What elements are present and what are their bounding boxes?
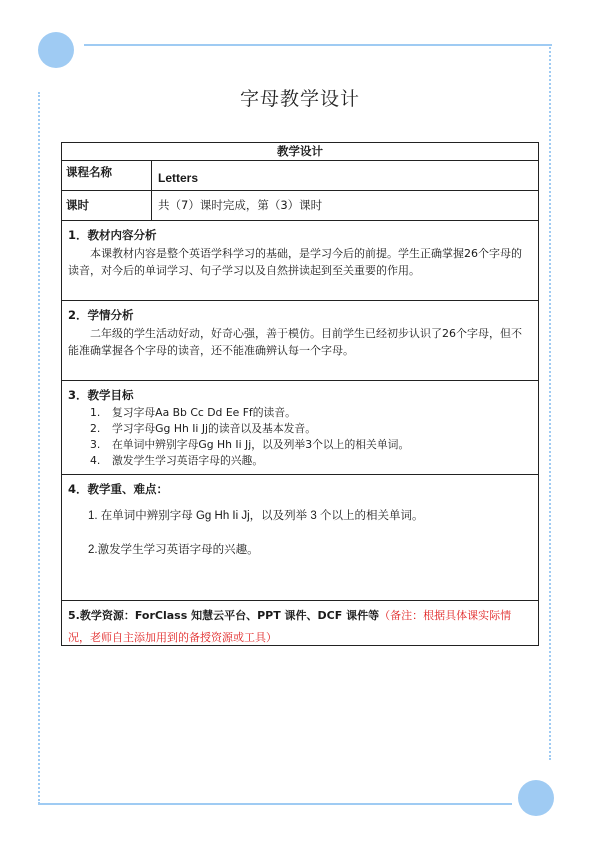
key-point-2: 2.激发学生学习英语字母的兴趣。	[88, 544, 259, 556]
frame-line-right	[549, 44, 551, 760]
teaching-resources-section	[62, 601, 538, 645]
learner-analysis-title: 2．学情分析	[68, 308, 134, 322]
class-hours-value: 共（7）课时完成，第（3）课时	[158, 198, 323, 212]
teaching-goals-title: 3．教学目标	[68, 388, 134, 402]
key-points-title: 4．教学重、难点：	[68, 482, 169, 496]
list-item: 2. 学习字母Gg Hh Ii Jj的读音以及基本发音。	[90, 422, 317, 435]
learner-analysis-text: 二年级的学生活动好动，好奇心强，善于模仿。目前学生已经初步认识了26个字母，但不能准确掌握各个字母的读音，还不能准确辨认每一个字母。	[68, 327, 522, 357]
page-title: 字母教学设计	[239, 88, 360, 110]
frame-line-bottom	[38, 803, 512, 805]
learner-analysis-section	[62, 301, 538, 381]
teaching-resources-text: 5.教学资源：ForClass 知慧云平台、PPT 课件、DCF 课件等	[68, 609, 380, 622]
teaching-resources-note: （备注：根据具体课实际情况，老师自主添加用到的备授资源或工具）	[68, 609, 512, 644]
material-analysis-title: 1．教材内容分析	[68, 228, 157, 242]
material-analysis-text: 本课教材内容是整个英语学科学习的基础，是学习今后的前提。学生正确掌握26个字母的读音，对今后的单词学习、句子学习以及自然拼读起到至关重要的作用。	[68, 247, 522, 277]
list-item: 4. 激发学生学习英语字母的兴趣。	[90, 454, 264, 467]
teaching-goals-section	[62, 381, 538, 475]
table-header: 教学设计	[62, 143, 538, 161]
class-hours-row	[62, 191, 538, 221]
teaching-design-table	[61, 142, 539, 646]
course-name-label: 课程名称	[62, 161, 152, 190]
key-point-1: 1. 在单词中辨别字母 Gg Hh Ii Jj，以及列举 3 个以上的相关单词。	[88, 510, 424, 522]
course-name-row	[62, 161, 538, 191]
material-analysis-section	[62, 221, 538, 301]
list-item: 1. 复习字母Aa Bb Cc Dd Ee Ff的读音。	[90, 406, 296, 419]
teaching-goals-list	[68, 405, 532, 469]
decorative-circle-bottom-right	[518, 780, 554, 816]
decorative-circle-top-left	[38, 32, 74, 68]
key-points-section	[62, 475, 538, 601]
frame-line-top	[84, 44, 552, 46]
class-hours-label: 课时	[62, 191, 152, 220]
frame-line-left	[38, 92, 40, 804]
course-name-value: Letters	[158, 171, 199, 185]
list-item: 3. 在单词中辨别字母Gg Hh Ii Jj，以及列举3个以上的相关单词。	[90, 438, 410, 451]
